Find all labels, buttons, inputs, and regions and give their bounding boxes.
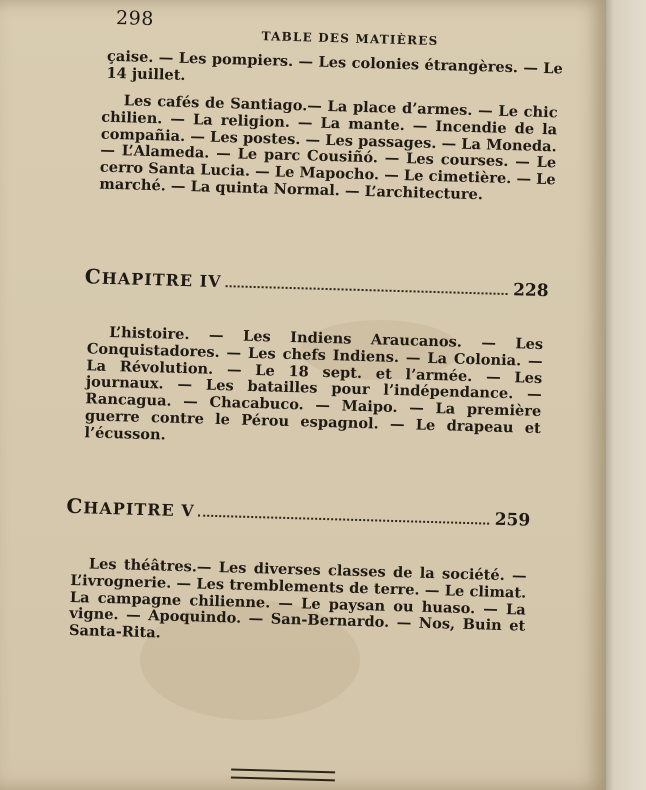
dot-leader <box>199 515 489 525</box>
toc-paragraph: Les cafés de Santiago.— La place d’armes. — Le chic chilien. — La religion. — La mante. — Incendie de la compañia. — Les postes. — Les passages. — La Moneda. — L’Alameda. — Le parc Cousiñó. — Les courses. — Le cerro Santa Lucia. — Le Mapocho. — Le cimetière. — Le marché. — La quinta Normal. — L’architecture. <box>99 92 558 204</box>
chapter-title: CHAPITRE IV <box>84 264 222 292</box>
toc-paragraph: Les théâtres.— Les diverses classes de la société. — L’ivrognerie. — Les tremblements de terre. — Le climat. La campagne chilienne. — Le paysan ou huaso. — La vigne. — Apoquindo. — San-Bernardo. — Nos, Buin et Santa-Rita. <box>68 555 527 642</box>
chapter-entry <box>66 494 530 531</box>
chapter-page-number: 259 <box>494 509 531 531</box>
dot-leader <box>225 285 507 295</box>
page-number: 298 <box>115 7 155 31</box>
running-head: TABLE DES MATIÈRES <box>261 29 439 49</box>
toc-paragraph: L’histoire. — Les Indiens Araucanos. — Les Conquistadores. — Les chefs Indiens. — La Colonia. — La Révolution. — Le 18 sept. et l’armée. — Les journaux. — Les batailles pour l’indépendance. — Rancagua. — Chacabuco. — Maipo. — La première guerre contre le Pérou espagnol. — Le drapeau et l’écusson. <box>84 323 544 444</box>
page-edges <box>600 0 646 790</box>
chapter-page-number: 228 <box>512 280 549 302</box>
end-rule <box>231 769 335 782</box>
chapter-title: CHAPITRE V <box>66 493 195 521</box>
toc-paragraph: çaise. — Les pompiers. — Les colonies étrangères. — Le 14 juillet. <box>106 47 564 84</box>
chapter-entry <box>85 264 549 301</box>
